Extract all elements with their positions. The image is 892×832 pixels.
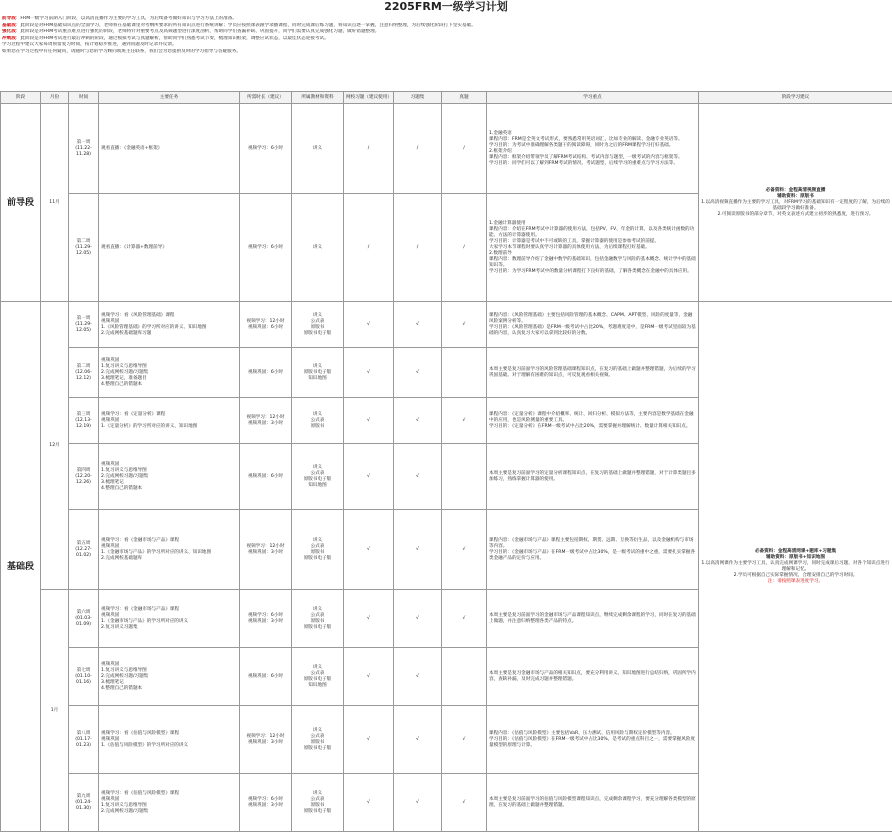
stage-name: 基础段	[1, 302, 41, 832]
header-web: 网校习题（建议使用）	[344, 92, 394, 104]
task-cell: 观看直播：《计算器+数理前导》	[99, 194, 240, 302]
advice-title: 必备资料：金程高清网课+题库+习题集	[701, 549, 890, 555]
intro-tag: 基础段	[2, 23, 16, 28]
task-cell: 视频学习：看《估值与风险模型》课程 视频巩固 1.《估值与风险模型》的学习所对应的讲义	[99, 706, 240, 774]
intro-line	[2, 23, 890, 30]
real-exam-cell	[442, 348, 487, 398]
intro-line	[2, 29, 890, 36]
header-advice: 阶段学习建议	[699, 92, 892, 104]
task-cell: 观看直播：《金融英语+框架》	[99, 104, 240, 194]
real-exam-cell	[442, 648, 487, 706]
advice-text: 1.以高清网课作为主要学习工具，认真完成网课学习，同时完成课后习题，对各个知识点进行理解和记忆。 2.学员可根据自己实际掌握情况，合理安排自己的学习时间。	[701, 561, 890, 579]
task-cell: 视频学习：看《风险管理基础》课程 视频巩固 1.《风险管理基础》的学习所对应的讲义、知识地图 2.完成网校基础题库习题	[99, 302, 240, 348]
intro-text: ：此阶段是对FRM基础知识点的全面学习，老师将在基础课里对考纲所要求的所有知识点进行系统讲解；学员应按照课表跟学录播课程，同时完成课后练习题，将知识点逐一掌握，注意归纳整理，为后续强化阶段打下坚实基础。	[16, 23, 476, 28]
hours-cell: 视频巩固：6小时	[240, 348, 292, 398]
material-cell: 讲义 公式表 原版书	[292, 398, 344, 444]
material-cell: 讲义 公式表 原版书 原版书电子版	[292, 706, 344, 774]
exercise-book-cell: √	[394, 444, 442, 510]
exercise-book-cell: /	[394, 194, 442, 302]
intro-text: ：FRM一级学习前期入门阶段，以高清直播作为主要的学习工具，为后续备考做好知识与学习方法上的准备。	[16, 16, 237, 21]
web-exercise-cell: √	[344, 706, 394, 774]
task-cell: 视频学习：看《金融市场与产品》课程 视频巩固 1.《金融市场与产品》的学习所对应的讲义 2.复习讲义习题集	[99, 590, 240, 648]
hours-cell: 视频学习：12小时 视频巩固：3小时	[240, 510, 292, 590]
material-cell: 讲义 原版书电子版 知识地图	[292, 348, 344, 398]
page-title: 2205FRM一级学习计划	[0, 0, 892, 14]
hours-cell: 视频学习：6小时 视频巩固：3小时	[240, 590, 292, 648]
intro-text: ：此阶段是对FRM考试重点难点进行强化的阶段，老师将针对重要考点及高频题型进行深度剖析，帮助同学们查漏补缺、巩固提升，同学们需要认真完成强化习题，做好错题整理。	[16, 29, 380, 34]
intro-tag: 冲刺段	[2, 36, 16, 41]
focus-cell: 课程内容：《金融市场与产品》课程主要包括期权、期货、远期、互换等衍生品，以及金融机构与市场等内容。 学习目的：《金融市场与产品》在FRM一级考试中占比30%，是一级考试的重中之重，需要扎实掌握各类金融产品的定价与应用。	[487, 510, 699, 590]
task-cell: 视频巩固 1.复习讲义与思维导图 2.完成网校习题/习题集 3.梳理笔记 4.整理自己的错题本	[99, 648, 240, 706]
stage-name: 前导段	[1, 104, 41, 302]
advice-subtitle: 辅助资料：原版书+知识地图	[701, 555, 890, 561]
advice-note: 注：请按照课表进度学习。	[701, 579, 890, 585]
exercise-book-cell: √	[394, 348, 442, 398]
week-cell: 第一周 (11.29-12.05)	[69, 302, 99, 348]
exercise-book-cell: √	[394, 648, 442, 706]
real-exam-cell: √	[442, 590, 487, 648]
hours-cell: 视频学习：12小时 视频巩固：3小时	[240, 706, 292, 774]
week-cell: 第六周 (01.03-01.09)	[69, 590, 99, 648]
hours-cell: 视频巩固：6小时	[240, 444, 292, 510]
hours-cell: 视频学习：6小时	[240, 194, 292, 302]
intro-text: 学习过程中建议大家每周预留复习时间，按计划稳步推进，遇到问题及时记录并反馈。	[2, 42, 177, 47]
header-time: 时间	[69, 92, 99, 104]
header-stage: 阶段	[1, 92, 41, 104]
web-exercise-cell: √	[344, 648, 394, 706]
material-cell: 讲义 公式表 原版书电子版 知识地图	[292, 648, 344, 706]
table-body	[1, 104, 892, 832]
focus-cell: 本周主要是复习前面学习的风险管理基础课程知识点，在复习的基础上做题并整理错题，为后续的学习巩固基础。对于理解有困难的知识点，可反复观看相关视频。	[487, 348, 699, 398]
real-exam-cell: √	[442, 774, 487, 832]
real-exam-cell: /	[442, 104, 487, 194]
exercise-book-cell: √	[394, 398, 442, 444]
real-exam-cell	[442, 444, 487, 510]
intro-line	[2, 49, 890, 56]
intro-line	[2, 16, 890, 23]
material-cell: 讲义 公式表 原版书 原版书电子版	[292, 302, 344, 348]
task-cell: 视频学习：看《定量分析》课程 视频巩固 1.《定量分析》的学习所对应的讲义、知识地图	[99, 398, 240, 444]
week-cell: 第一周 (11.22-11.28)	[69, 104, 99, 194]
header-task: 主要任务	[99, 92, 240, 104]
real-exam-cell: √	[442, 706, 487, 774]
focus-cell: 本周主要是复习前面学习的定量分析课程知识点，在复习的基础上做题并整理错题，对于计算类题目多加练习，熟练掌握计算器的使用。	[487, 444, 699, 510]
advice-subtitle: 辅助资料：原版书	[701, 194, 890, 200]
exercise-book-cell: √	[394, 706, 442, 774]
header-exam: 真题	[442, 92, 487, 104]
month-cell: 1月	[41, 590, 69, 832]
week-cell: 第二周 (12.06-12.12)	[69, 348, 99, 398]
intro-notes	[2, 16, 890, 56]
table-row	[1, 302, 892, 348]
web-exercise-cell: √	[344, 444, 394, 510]
table-row	[1, 104, 892, 194]
intro-line	[2, 36, 890, 43]
week-cell: 第八周 (01.17-01.23)	[69, 706, 99, 774]
focus-cell: 本周主要是复习前面学习的金融市场与产品课程知识点，继续完成剩余课程的学习，同时在复习的基础上做题，并注意归纳整理各类产品的特点。	[487, 590, 699, 648]
intro-tag: 强化段	[2, 29, 16, 34]
focus-cell: 1.金融英语 课程内容：FRM是全英文考试形式，要熟悉常用英语词汇，比如专业的解读、金融专业英语等。 学习目的：为考试中准确理解各类题干的阅读障碍，同时为之后的FRM课程学习打好基础。 2.框架介绍 课程内容：框架介绍带领学员了解FRM考试结构、考试内容与题型，一级考试的内容与框架等。 学习目的：同学们可以了解到FRM考试的情况，考试题型，后续学习的重难点与学习方法等。	[487, 104, 699, 194]
focus-cell: 本周主要是复习金融市场与产品的相关知识点，要充分利用讲义、知识地图进行总结归纳，巩固所学内容，查缺补漏，及时完成习题并整理错题。	[487, 648, 699, 706]
month-cell: 11月	[41, 104, 69, 302]
hours-cell: 视频巩固：6小时	[240, 648, 292, 706]
intro-text: ：此阶段是对FRM考试进行最后冲刺的阶段，通过模拟考试与真题解析，帮助同学们熟悉考试节奏，梳理知识框架，调整应试状态，以最佳状态迎接考试。	[16, 36, 329, 41]
real-exam-cell: √	[442, 398, 487, 444]
web-exercise-cell: √	[344, 774, 394, 832]
material-cell: 讲义	[292, 104, 344, 194]
web-exercise-cell: √	[344, 398, 394, 444]
header-month: 月份	[41, 92, 69, 104]
header-book: 习题集	[394, 92, 442, 104]
intro-tag: 前导段	[2, 16, 16, 21]
week-cell: 第七周 (01.10-01.16)	[69, 648, 99, 706]
focus-cell: 本周主要是复习前面学习的估值与风险模型课程知识点，完成剩余课程学习，要充分理解各类模型的原理，在复习的基础上做题并整理错题。	[487, 774, 699, 832]
week-cell: 第九周 (01.24-01.30)	[69, 774, 99, 832]
header-focus: 学习重点	[487, 92, 699, 104]
task-cell: 视频学习：看《金融市场与产品》课程 视频巩固 1.《金融市场与产品》的学习所对应的讲义、知识地图 2.完成网校基础题库	[99, 510, 240, 590]
week-cell: 第二周 (11.29-12.05)	[69, 194, 99, 302]
exercise-book-cell: /	[394, 104, 442, 194]
header-hours: 所需时长（建议）	[240, 92, 292, 104]
intro-line	[2, 42, 890, 49]
week-cell: 第三周 (12.13-12.19)	[69, 398, 99, 444]
material-cell: 讲义 公式表 原版书 原版书电子版	[292, 590, 344, 648]
real-exam-cell: √	[442, 510, 487, 590]
exercise-book-cell: √	[394, 590, 442, 648]
web-exercise-cell: √	[344, 302, 394, 348]
web-exercise-cell: √	[344, 510, 394, 590]
exercise-book-cell: √	[394, 510, 442, 590]
material-cell: 讲义 公式表 原版书电子版 知识地图	[292, 444, 344, 510]
web-exercise-cell: /	[344, 194, 394, 302]
stage-advice	[699, 302, 892, 832]
task-cell: 视频巩固 1.复习讲义与思维导图 2.完成网校习题/习题集 3.梳理笔记 4.整理自己的错题本	[99, 444, 240, 510]
exercise-book-cell: √	[394, 774, 442, 832]
header-material: 所属教材和资料	[292, 92, 344, 104]
focus-cell: 课程内容：《定量分析》课程中介绍概率、统计、回归分析、模拟方法等，主要内容是数学基础在金融中的应用，也是风险测量的重要工具。 学习目的：《定量分析》在FRM一级考试中占比20%，需要掌握并理解统计、数量计算相关知识点。	[487, 398, 699, 444]
task-cell: 视频巩固 1.复习讲义与思维导图 2.完成网校习题/习题集 3.梳理笔记，准备题目 4.整理自己的错题本	[99, 348, 240, 398]
hours-cell: 视频学习：6小时 视频巩固：3小时	[240, 774, 292, 832]
table-header-row	[1, 92, 892, 104]
hours-cell: 视频学习：6小时	[240, 104, 292, 194]
material-cell: 讲义 公式表 原版书 原版书电子版	[292, 510, 344, 590]
real-exam-cell: √	[442, 302, 487, 348]
real-exam-cell: /	[442, 194, 487, 302]
focus-cell: 1.金融计算器使用 课程内容：介绍在FRM考试中计算器的使用方法，包括PV、FV、年金的计算，以及各类统计函数的功能、方法的计算器使用。 学习目的：计算器是考试中不可或缺的工具，掌握计算器的使用是参加考试的前提。 大家学习本节课程时要认真学习计算器的具体使用方法，为后续课程打好基础。 2.数理前导 课程内容：数理前导介绍了金融中数学的基础知识，包括金融数学与风险的基本概念、统计学中的基础知识等。 学习目的：为学习FRM考试中的数量分析课程打下良好的基础，了解各类概念在金融中的具体应用。	[487, 194, 699, 302]
week-cell: 第五周 (12.27-01.02)	[69, 510, 99, 590]
study-plan-table	[0, 91, 892, 832]
material-cell: 讲义 公式表 原版书 原版书电子版	[292, 774, 344, 832]
hours-cell: 视频学习：12小时 视频巩固：3小时	[240, 398, 292, 444]
web-exercise-cell: √	[344, 348, 394, 398]
advice-text: 1.以高清视频直播作为主要的学习工具，对FRM学习的基础知识有一定程度的了解，为后续的基础段学习做好准备。 2.可阅读原版书的部分章节，对英文表述方式建立初步的熟悉度，进行预习。	[701, 200, 890, 218]
focus-cell: 课程内容：《风险管理基础》主要包括风险管理的基本概念、CAPM、APT模型、风险的度量等，金融风险案例分析等。 学习目的：《风险管理基础》是FRM一级考试中占比20%，考题难度适中，是FRM一级考试里面较为基础的内容，认真复习大家可以拿到比较好的分数。	[487, 302, 699, 348]
hours-cell: 视频学习：12小时 视频巩固：6小时	[240, 302, 292, 348]
month-cell: 12月	[41, 302, 69, 590]
stage-advice	[699, 104, 892, 302]
task-cell: 视频学习：看《估值与风险模型》课程 视频巩固 1.复习讲义与思维导图 2.完成网校习题/习题集	[99, 774, 240, 832]
web-exercise-cell: √	[344, 590, 394, 648]
week-cell: 第四周 (12.20-12.26)	[69, 444, 99, 510]
material-cell: 讲义	[292, 194, 344, 302]
exercise-book-cell: √	[394, 302, 442, 348]
intro-text: 如果您在学习过程中有任何疑问，请随时与您的学习顾问或班主任联系，我们会为您提供及时的学习指导与答疑服务。	[2, 49, 241, 54]
advice-title: 必备资料：金程高清视频直播	[701, 188, 890, 194]
focus-cell: 课程内容：《估值与风险模型》主要包括VaR、压力测试、信用风险与期权定价模型等内容。 学习目的：《估值与风险模型》在FRM一级考试中占比30%，是考试的重点科目之一，需要掌握风险度量模型的原理与计算。	[487, 706, 699, 774]
web-exercise-cell: /	[344, 104, 394, 194]
